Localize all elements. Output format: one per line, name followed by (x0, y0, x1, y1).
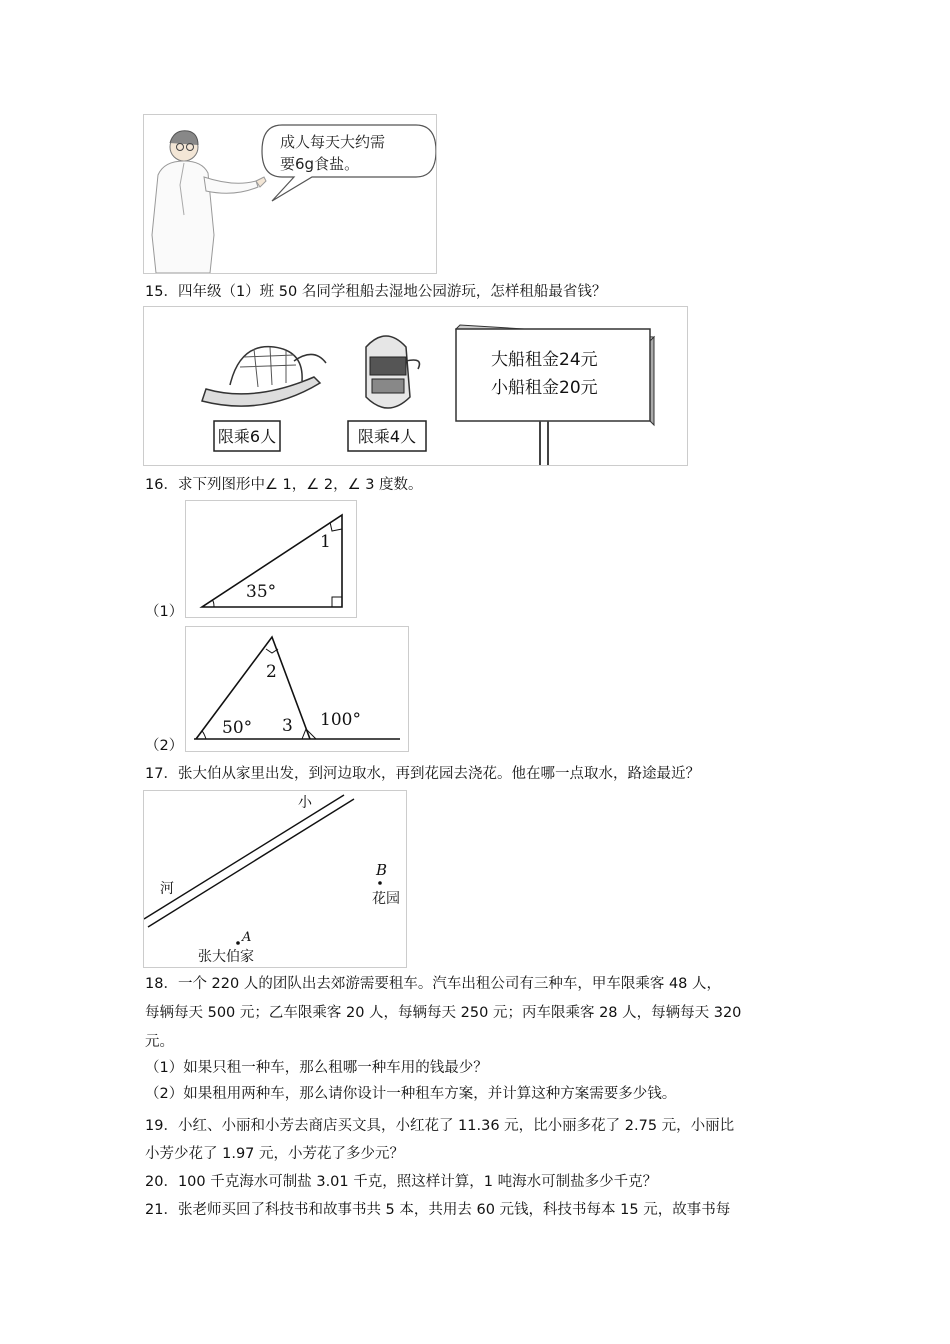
question-17: 17．张大伯从家里出发，到河边取水，再到花园去浇花。他在哪一点取水，路途最近？ (145, 766, 700, 782)
question-18-sub-2: （2）如果租用两种车，那么请你设计一种租车方案，并计算这种方案需要多少钱。 (145, 1086, 677, 1102)
river-top-char: 小 (298, 795, 312, 811)
question-20: 20．100 千克海水可制盐 3.01 千克，照这样计算，1 吨海水可制盐多少千克？ (145, 1174, 658, 1190)
home-point (236, 941, 240, 945)
home-label: 张大伯家 (198, 949, 254, 965)
question-16: 16．求下列图形中∠ 1，∠ 2，∠ 3 度数。 (145, 477, 423, 493)
big-boat-icon (202, 347, 326, 406)
boats-figure (143, 306, 688, 466)
point-a-label: A (242, 930, 252, 945)
angle-100-label: 100° (320, 710, 361, 730)
triangle-2 (186, 627, 408, 751)
speech-line-2: 要6g食盐。 (280, 155, 360, 173)
garden-label: 花园 (372, 891, 400, 907)
small-boat-label: 限乘4人 (357, 427, 417, 446)
question-19-line-2: 小芳少花了 1.97 元，小芳花了多少元？ (145, 1146, 405, 1162)
point-b-label: B (376, 861, 388, 879)
big-boat-label: 限乘6人 (217, 427, 277, 446)
sign-line-2: 小船租金20元 (491, 378, 598, 398)
question-21: 21．张老师买回了科技书和故事书共 5 本，共用去 60 元钱，科技书每本 15 元，故事书每 (145, 1202, 731, 1218)
doctor-figure (143, 114, 437, 274)
angle-3-label: 3 (282, 716, 293, 736)
boats-illustration (144, 307, 687, 465)
question-18-line-3: 元。 (145, 1034, 174, 1050)
sign-line-1: 大船租金24元 (491, 350, 598, 370)
angle-2-label: 2 (266, 662, 277, 682)
river-label: 河 (160, 881, 174, 897)
triangle-2-figure (185, 626, 409, 752)
angle-1-label: 1 (320, 532, 331, 552)
question-15: 15．四年级（1）班 50 名同学租船去湿地公园游玩，怎样租船最省钱？ (145, 284, 607, 300)
part-2-label: （2） (145, 738, 184, 754)
angle-35-label: 35° (246, 582, 277, 602)
river-map-figure (143, 790, 407, 968)
angle-50-label: 50° (222, 718, 253, 738)
doctor-illustration (144, 115, 436, 273)
speech-line-1: 成人每天大约需 (280, 133, 386, 151)
question-18-line-2: 每辆每天 500 元；乙车限乘客 20 人，每辆每天 250 元；丙车限乘客 28 人，每辆每天 320 (145, 1005, 742, 1021)
small-boat-icon (366, 336, 420, 408)
question-19-line-1: 19．小红、小丽和小芳去商店买文具，小红花了 11.36 元，比小丽多花了 2.75 元，小丽比 (145, 1118, 735, 1134)
question-18-sub-1: （1）如果只租一种车，那么租哪一种车用的钱最少？ (145, 1060, 488, 1076)
garden-point (378, 881, 382, 885)
question-18-line-1: 18．一个 220 人的团队出去郊游需要租车。汽车出租公司有三种车，甲车限乘客 48 人， (145, 976, 722, 992)
triangle-1 (186, 501, 356, 617)
river-map (144, 791, 406, 967)
triangle-1-figure (185, 500, 357, 618)
part-1-label: （1） (145, 604, 184, 620)
